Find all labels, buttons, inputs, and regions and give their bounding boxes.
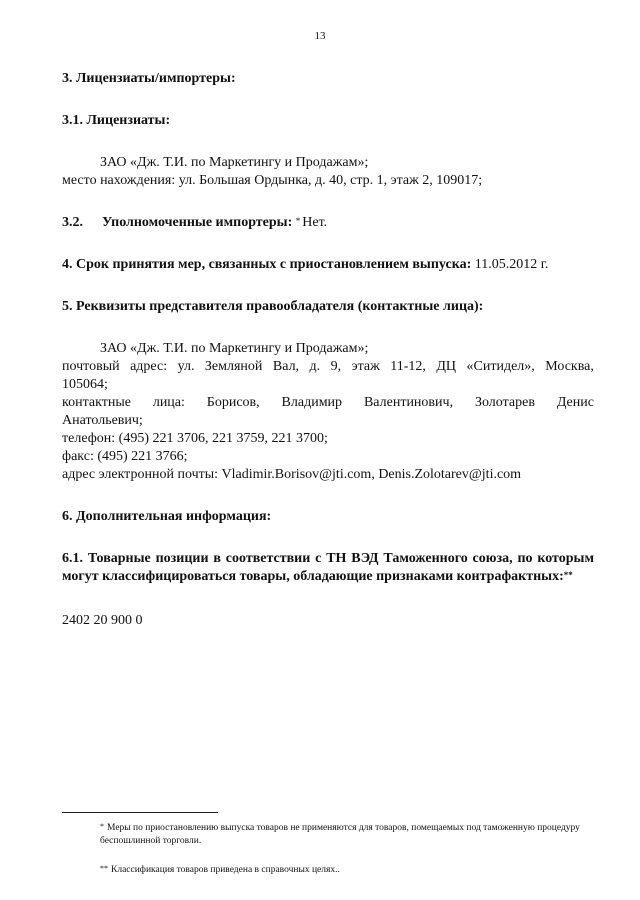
section-3-heading: 3. Лицензиаты/импортеры: [62,71,236,86]
postal-word: д. [309,359,321,374]
contacts-word: Денис [556,395,594,410]
postal-word: 9, [330,359,342,374]
licensee-name: ЗАО «Дж. Т.И. по Маркетингу и Продажам»; [100,155,369,170]
contacts-word: Борисов, [206,395,260,410]
representative-company: ЗАО «Дж. Т.И. по Маркетингу и Продажам»; [100,341,369,356]
section-3-2-heading: Уполномоченные импортеры: [102,215,293,230]
postal-address-line [62,358,594,376]
postal-word: этаж [351,359,380,374]
contacts-line [62,394,594,412]
contacts-word: лица: [152,395,185,410]
footnote-1 [62,822,602,848]
document-body [62,70,594,630]
footnote-marker: * [295,216,301,226]
footnote-separator [62,812,218,813]
footnote-2-marker: ** [100,864,108,873]
section-6-heading: 6. Дополнительная информация: [62,509,272,524]
postal-word: 11-12, [390,359,426,374]
postal-address-continuation: 105064; [62,377,108,392]
footnote-marker: ** [563,570,573,580]
licensee-location: место нахождения: ул. Большая Ордынка, д. 40, стр. 1, этаж 2, 109017; [62,173,483,188]
contacts-word: Валентинович, [363,395,454,410]
footnote-1-text: Меры по приостановлению выпуска товаров не применяются для товаров, помещаемых под таможенную процедуру беспошлинной торговли. [100,823,580,846]
section-3-2-row [62,214,594,232]
postal-word: ДЦ [436,359,457,374]
section-3-2-value: Нет. [302,215,328,230]
postal-word: Москва, [545,359,594,374]
fax-line: факс: (495) 221 3766; [62,449,188,464]
section-5-heading: 5. Реквизиты представителя правообладателя (контактные лица): [62,299,484,314]
footnote-1-marker: * [100,822,104,831]
postal-word: «Ситидел», [466,359,535,374]
section-6-1-heading: 6.1. Товарные позиции в соответствии с ТН ВЭД Таможенного союза, по которым могут классифицироваться товары, обладающие признаками контрафактных: [62,551,594,584]
section-4-value: 11.05.2012 г. [474,257,549,272]
tariff-code: 2402 20 900 0 [62,613,143,628]
footnote-2-text: Классификация товаров приведена в справочных целях.. [111,865,340,875]
postal-word: ул. [177,359,195,374]
page-number: 13 [314,30,326,42]
postal-word: адрес: [130,359,168,374]
contacts-word: Владимир [281,395,343,410]
email-line: адрес электронной почты: Vladimir.Borisov@jti.com, Denis.Zolotarev@jti.com [62,467,522,482]
phone-line: телефон: (495) 221 3706, 221 3759, 221 3700; [62,431,328,446]
postal-word: почтовый [62,359,120,374]
section-3-1-heading: 3.1. Лицензиаты: [62,113,171,128]
postal-word: Вал, [272,359,300,374]
postal-word: Земляной [204,359,263,374]
section-4-row [62,256,594,274]
contacts-continuation: Анатольевич; [62,413,143,428]
footnote-2 [62,864,602,877]
contacts-word: Золотарев [474,395,535,410]
section-4-heading: 4. Срок принятия мер, связанных с приостановлением выпуска: [62,257,472,272]
section-6-1-paragraph [62,550,594,586]
section-3-2-number: 3.2. [62,215,83,230]
contacts-word: контактные [62,395,131,410]
